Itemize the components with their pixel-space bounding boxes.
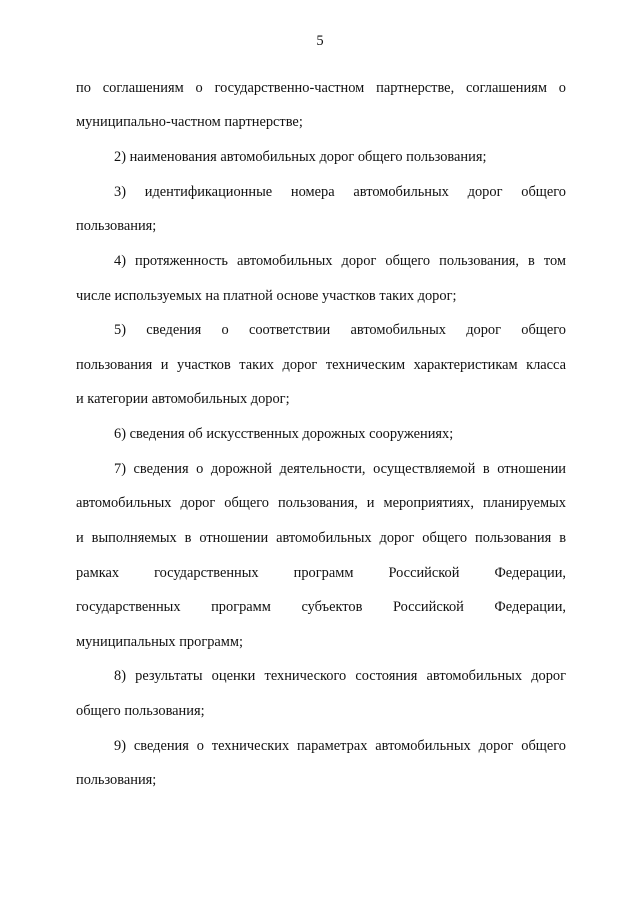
text-line: государственных программ субъектов Российской Федерации, (76, 599, 566, 615)
list-item-4: 4) протяженность автомобильных дорог общего пользования, в том (114, 253, 566, 269)
text-line: и выполняемых в отношении автомобильных дорог общего пользования в (76, 530, 566, 546)
list-item-7: 7) сведения о дорожной деятельности, осуществляемой в отношении (114, 461, 566, 477)
list-item-9: 9) сведения о технических параметрах автомобильных дорог общего (114, 738, 566, 754)
list-item-6: 6) сведения об искусственных дорожных сооружениях; (114, 426, 454, 442)
text-line: муниципальных программ; (76, 634, 244, 650)
list-item-8: 8) результаты оценки технического состояния автомобильных дорог (114, 668, 566, 684)
text-line: пользования и участков таких дорог техническим характеристикам класса (76, 357, 566, 373)
page-number: 5 (316, 33, 324, 49)
text-line: по соглашениям о государственно-частном партнерстве, соглашениям о (76, 80, 566, 96)
list-item-2: 2) наименования автомобильных дорог общего пользования; (114, 149, 487, 165)
text-line: и категории автомобильных дорог; (76, 391, 290, 407)
text-line: пользования; (76, 218, 157, 234)
text-line: числе используемых на платной основе участков таких дорог; (76, 288, 457, 304)
list-item-5: 5) сведения о соответствии автомобильных дорог общего (114, 322, 566, 338)
text-line: рамках государственных программ Российской Федерации, (76, 565, 566, 581)
text-line: пользования; (76, 772, 157, 788)
list-item-3: 3) идентификационные номера автомобильных дорог общего (114, 184, 566, 200)
text-line: автомобильных дорог общего пользования, и мероприятиях, планируемых (76, 495, 566, 511)
text-line: общего пользования; (76, 703, 205, 719)
text-line: муниципально-частном партнерстве; (76, 114, 303, 130)
